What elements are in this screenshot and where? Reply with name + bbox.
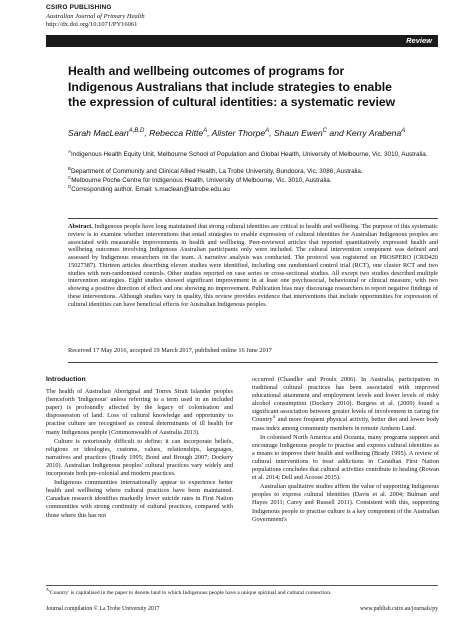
doi-link[interactable]: http://dx.doi.org/10.1071/PY16061 bbox=[46, 21, 138, 28]
abstract-label: Abstract. bbox=[68, 223, 93, 230]
paragraph: Culture is notoriously difficult to define; it can incorporate beliefs, religions or ideologies, customs, values, relationships, languages, narratives and practices (Brady 1995; Bond and Brough 2007; Dockery 2010). Australian Indigenous peoples' cultural practices vary widely and incorporate both pre-colonial and modern practices. bbox=[46, 437, 233, 478]
paragraph: The health of Australian Aboriginal and Torres Strait Islander peoples (henceforth 'Indigenous' unless referring to a term used in an included paper) is profoundly affected by the legacy of colonisation and dispossession of land. Loss of cultural knowledge and opportunity to practise culture are recognised as central determinants of ill health for many Indigenous people (Commonwealth of Australia 2013). bbox=[46, 388, 233, 436]
author-list: Sarah MacLean$^{A,B,D}$, Rebecca Ritte$^A$, Alister Thorpe$^A$, Shaun Ewen$^C$ and Kerry Arabena$^A$ bbox=[68, 128, 406, 138]
received-dates: Received 17 May 2016, accepted 19 March 2017, published online 16 June 2017 bbox=[68, 347, 272, 354]
paragraph: In colonised North America and Oceania, many programs support and encourage Indigenous people to practise and express cultural identities as a means to improve their health and wellbeing (Brady 1995). A review of cultural interventions to treat addictions in Canadian First Nation populations concludes that cultural activities contribute to healing (Rowan et al. 2014; Dell and Acoose 2015). bbox=[252, 433, 439, 482]
right-column bbox=[252, 376, 439, 525]
section-label: Review bbox=[406, 36, 432, 45]
affiliation-c: $^C$Melbourne Poche Centre for Indigenous Health, University of Melbourne, Vic. 3010, Australia. bbox=[68, 174, 332, 184]
footnote: $^A$'Country' is capitalised in the paper to denote land to which Indigenous people have a unique spiritual and cultural connection. bbox=[46, 588, 332, 596]
affiliation-a: $^A$Indigenous Health Equity Unit, Melbourne School of Population and Global Health, University of Melbourne, Vic. 3010, Australia. bbox=[68, 148, 428, 158]
section-heading-introduction: Introduction bbox=[46, 376, 86, 383]
article-title: Health and wellbeing outcomes of programs for Indigenous Australians that include strategies to enable the expression of cultural identities: a systematic review bbox=[68, 64, 396, 109]
paragraph: occurred (Chandler and Proulx 2006). In Australia, participation in traditional cultural practices has been associated with improved educational attainment and employment levels and lower levels of risky alcohol consumption (Dockery 2010). Burgess et al. (2009) found a significant association between greater levels of involvement in caring for Country$^A$ and more frequent physical activity, better diet and lower body mass index among community members in remote Arnhem Land. bbox=[252, 376, 439, 432]
section-bar bbox=[46, 35, 438, 47]
journal-url-footer[interactable]: www.publish.csiro.au/journals/py bbox=[359, 606, 438, 612]
affiliation-b: $^B$Department of Community and Clinical Allied Health, La Trobe University, Bundoora, Vic. 3086, Australia. bbox=[68, 165, 363, 175]
publisher-name: CSIRO PUBLISHING bbox=[46, 4, 112, 11]
footnote-rule bbox=[46, 585, 438, 586]
left-column bbox=[46, 376, 233, 521]
corresponding-author: $^D$Corresponding author. Email: s.maclean@latrobe.edu.au bbox=[68, 183, 230, 193]
paragraph: Indigenous communities internationally appear to experience better health and wellbeing where cultural practices have been maintained. Canadian research identifies markedly lower suicide rates in First Nation communities with strong continuity of cultural practices, compared with those where this has not bbox=[46, 479, 233, 519]
copyright-footer: Journal compilation © La Trobe University 2017 bbox=[46, 606, 160, 612]
abstract-top-rule bbox=[68, 218, 438, 219]
abstract-bottom-rule bbox=[68, 362, 438, 363]
paragraph: Australian qualitative studies affirm the value of supporting Indigenous peoples to express cultural identities (Davis et al. 2004; Bulman and Hayes 2011; Carey and Russell 2011). Consistent with this, supporting Indigenous people to practise culture is a key component of the Australian Government's bbox=[252, 483, 439, 523]
abstract bbox=[68, 223, 438, 308]
journal-name: Australian Journal of Primary Health bbox=[46, 13, 145, 20]
abstract-text: Indigenous people have long maintained that strong cultural identities are critical to health and wellbeing. The purpose of this systematic review is to examine whether interventions that entail strategies to enable expression of cultural identities for Australian Indigenous peoples are associated with measurable improvements in health and wellbeing. Peer-reviewed articles that reported quantitatively expressed health and wellbeing outcomes involving Indigenous Australian participants only were included. The cultural intervention component was defined and assessed by Indigenous researchers on the team. A narrative analysis was conducted. The protocol was registered on PROSPERO (CRD420 15027387). Thirteen articles describing eleven studies were identified, including one randomised control trial (RCT), one cluster RCT and two studies with non-randomised controls. Other studies reported on case series or cross-sectional studies. All except two studies described multiple intervention strategies. Eight studies showed significant improvement in at least one psychosocial, behavioural or clinical measure, with two showing a positive direction of effect and one showing no improvement. Publication bias may discourage researchers to report negative findings of these interventions. Although studies vary in quality, this review provides evidence that interventions that include opportunities for expression of cultural identities can have beneficial effects for Australian Indigenous peoples. bbox=[68, 223, 439, 308]
